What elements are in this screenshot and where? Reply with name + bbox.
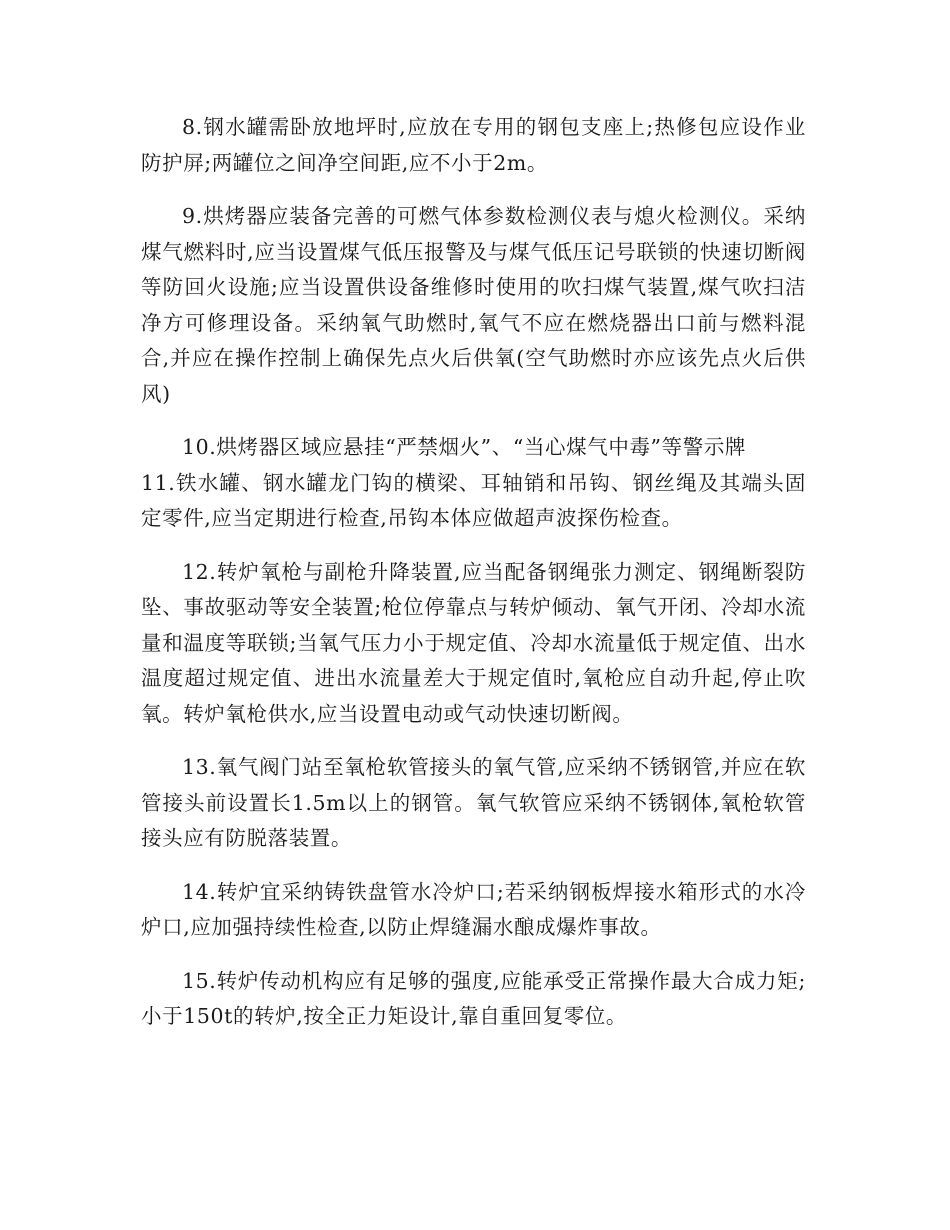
paragraph-11: 11.铁水罐、钢水罐龙门钩的横梁、耳轴销和吊钩、钢丝绳及其端头固定零件,应当定期进行检查,吊钩本体应做超声波探伤检查。 xyxy=(141,470,806,530)
paragraph-9: 9.烘烤器应装备完善的可燃气体参数检测仪表与熄火检测仪。采纳煤气燃料时,应当设置煤气低压报警及与煤气低压记号联锁的快速切断阀等防回火设施;应当设置供设备维修时使用的吹扫煤气装置,煤气吹扫洁净方可修理设备。采纳氧气助燃时,氧气不应在燃烧器出口前与燃料混合,并应在操作控制上确保先点火后供氧(空气助燃时亦应该先点火后供风) xyxy=(141,204,806,406)
paragraph-8: 8.钢水罐需卧放地坪时,应放在专用的钢包支座上;热修包应设作业防护屏;两罐位之间净空间距,应不小于2m。 xyxy=(141,115,806,175)
document-body xyxy=(141,110,806,1053)
paragraph-13: 13.氧气阀门站至氧枪软管接头的氧气管,应采纳不锈钢管,并应在软管接头前设置长1.5m以上的钢管。氧气软管应采纳不锈钢体,氧枪软管接头应有防脱落装置。 xyxy=(141,755,806,850)
paragraph-10: 10.烘烤器区域应悬挂“严禁烟火”、“当心煤气中毒”等警示牌 xyxy=(182,435,747,459)
paragraph-15: 15.转炉传动机构应有足够的强度,应能承受正常操作最大合成力矩;小于150t的转炉,按全正力矩设计,靠自重回复零位。 xyxy=(141,968,806,1028)
paragraph-14: 14.转炉宜采纳铸铁盘管水冷炉口;若采纳钢板焊接水箱形式的水冷炉口,应加强持续性检查,以防止焊缝漏水酿成爆炸事故。 xyxy=(141,879,806,939)
paragraph-12: 12.转炉氧枪与副枪升降装置,应当配备钢绳张力测定、钢绳断裂防坠、事故驱动等安全装置;枪位停靠点与转炉倾动、氧气开闭、冷却水流量和温度等联锁;当氧气压力小于规定值、冷却水流量低于规定值、出水温度超过规定值、进出水流量差大于规定值时,氧枪应自动升起,停止吹氧。转炉氧枪供水,应当设置电动或气动快速切断阀。 xyxy=(141,559,806,726)
